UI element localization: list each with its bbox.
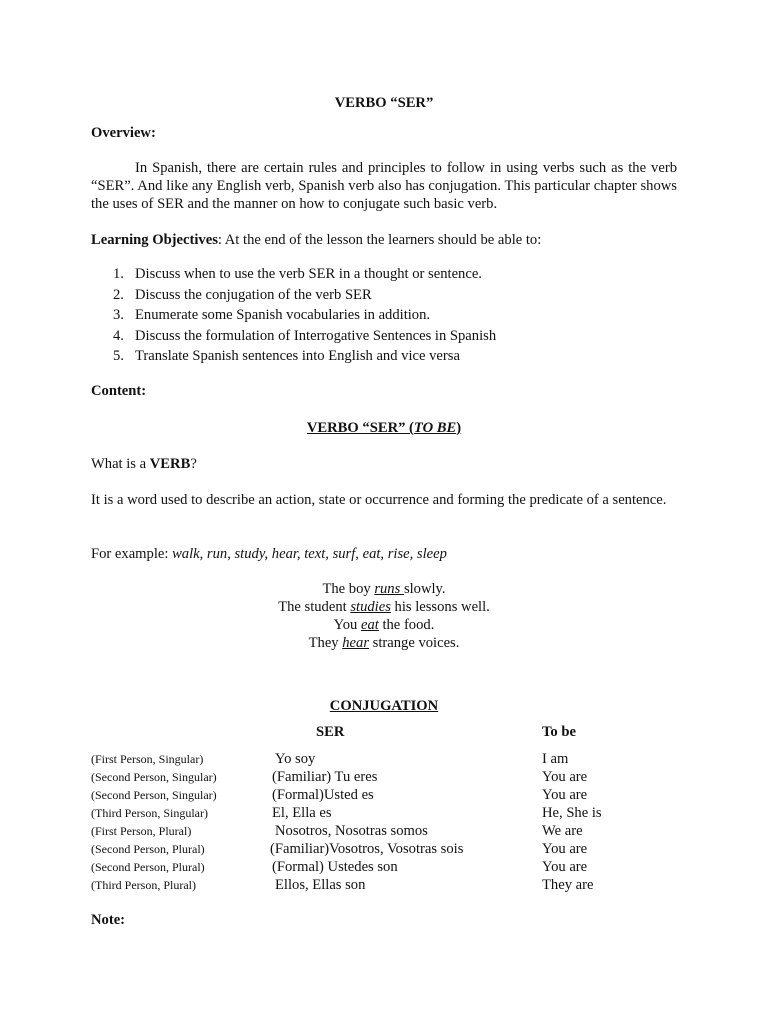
person-label: (Third Person, Plural) — [91, 878, 196, 892]
person-label: (Second Person, Plural) — [91, 842, 205, 856]
list-item — [91, 305, 496, 326]
section-title — [0, 419, 768, 437]
objectives-intro: : At the end of the lesson the learners should be able to: — [217, 232, 542, 248]
person-label: (Third Person, Singular) — [91, 806, 208, 820]
ser-form: (Familiar)Vosotros, Vosotras sois — [270, 841, 464, 857]
definition-paragraph: It is a word used to describe an action, state or occurrence and forming the predicate of a sentence. — [91, 492, 667, 508]
sentence-part: his lessons well. — [390, 599, 490, 615]
example-words: walk, run, study, hear, text, surf, eat, rise, sleep — [172, 546, 447, 562]
conjugation-row — [0, 804, 768, 822]
person-label: (Second Person, Singular) — [91, 770, 217, 784]
question-suffix: ? — [190, 456, 197, 472]
ser-form: Yo soy — [275, 751, 316, 767]
content-heading: Content: — [91, 383, 147, 399]
sentence-part: The boy — [322, 581, 375, 597]
sentence-part: strange voices. — [369, 635, 460, 651]
list-item-text: Translate Spanish sentences into English and vice versa — [135, 348, 460, 364]
underlined-verb: runs — [374, 581, 404, 597]
english-form: You are — [542, 859, 588, 875]
list-number: 3. — [113, 307, 124, 323]
underlined-verb: studies — [350, 599, 391, 615]
question-bold: VERB — [149, 456, 191, 472]
objectives-list — [91, 264, 496, 367]
ser-form: Ellos, Ellas son — [275, 877, 366, 893]
example-sentence — [0, 580, 768, 598]
list-item — [91, 326, 496, 347]
underlined-verb: eat — [360, 617, 379, 633]
ser-form: (Formal)Usted es — [272, 787, 374, 803]
note-heading: Note: — [91, 912, 126, 928]
sentence-part: The student — [278, 599, 351, 615]
english-form: I am — [542, 751, 569, 767]
list-item — [91, 346, 496, 367]
overview-paragraph: In Spanish, there are certain rules and principles to follow in using verbs such as the verb “SER”. And like any English verb, Spanish verb also has conjugation. This particular chapter shows the uses of SER and the manner on how to conjugate such basic verb. — [91, 160, 677, 212]
objectives-heading: Learning Objectives — [91, 232, 218, 248]
english-form: He, She is — [542, 805, 602, 821]
conjugation-row — [0, 822, 768, 840]
conjugation-row — [0, 858, 768, 876]
list-number: 1. — [113, 266, 124, 282]
example-line — [91, 545, 447, 563]
list-item — [91, 264, 496, 285]
example-sentence — [0, 598, 768, 616]
sentence-part: They — [308, 635, 343, 651]
objectives-line — [91, 231, 541, 249]
conjugation-row — [0, 786, 768, 804]
column-header-ser: SER — [316, 724, 345, 740]
example-prefix: For example: — [91, 546, 173, 562]
english-form: You are — [542, 787, 588, 803]
section-title-italic: TO BE — [413, 420, 457, 436]
example-sentence — [0, 634, 768, 652]
list-item-text: Discuss the conjugation of the verb SER — [135, 286, 372, 303]
example-sentences — [0, 580, 768, 652]
overview-heading: Overview: — [91, 125, 156, 141]
person-label: (First Person, Plural) — [91, 824, 192, 838]
conjugation-row — [0, 768, 768, 786]
document-title: VERBO “SER” — [334, 95, 434, 111]
section-title-end: ) — [456, 420, 462, 436]
column-header-to-be: To be — [542, 724, 576, 740]
english-form: You are — [542, 841, 588, 857]
ser-form: (Familiar) Tu eres — [272, 769, 378, 785]
list-item-text: Enumerate some Spanish vocabularies in addition. — [135, 307, 431, 323]
ser-form: (Formal) Ustedes son — [272, 859, 398, 875]
list-number: 4. — [113, 327, 124, 344]
person-label: (Second Person, Singular) — [91, 788, 217, 802]
english-form: You are — [542, 769, 588, 785]
list-number: 5. — [113, 348, 124, 364]
sentence-part: slowly. — [403, 581, 446, 597]
question-line — [91, 455, 197, 473]
conjugation-row — [0, 750, 768, 768]
list-item-text: Discuss when to use the verb SER in a thought or sentence. — [135, 266, 482, 282]
example-sentence — [0, 616, 768, 634]
ser-form: El, Ella es — [272, 805, 332, 821]
person-label: (Second Person, Plural) — [91, 860, 205, 874]
english-form: They are — [542, 877, 594, 893]
sentence-part: You — [333, 617, 361, 633]
conjugation-row — [0, 876, 768, 894]
underlined-verb: hear — [342, 635, 370, 651]
english-form: We are — [542, 823, 583, 839]
question-prefix: What is a — [91, 456, 150, 472]
section-title-main: VERBO “SER” ( — [306, 420, 414, 436]
ser-form: Nosotros, Nosotras somos — [275, 823, 428, 839]
list-item — [91, 285, 496, 306]
conjugation-row — [0, 840, 768, 858]
conjugation-heading: CONJUGATION — [329, 698, 439, 714]
list-number: 2. — [113, 286, 124, 303]
person-label: (First Person, Singular) — [91, 752, 204, 766]
sentence-part: the food. — [378, 617, 435, 633]
list-item-text: Discuss the formulation of Interrogative Sentences in Spanish — [135, 327, 497, 344]
